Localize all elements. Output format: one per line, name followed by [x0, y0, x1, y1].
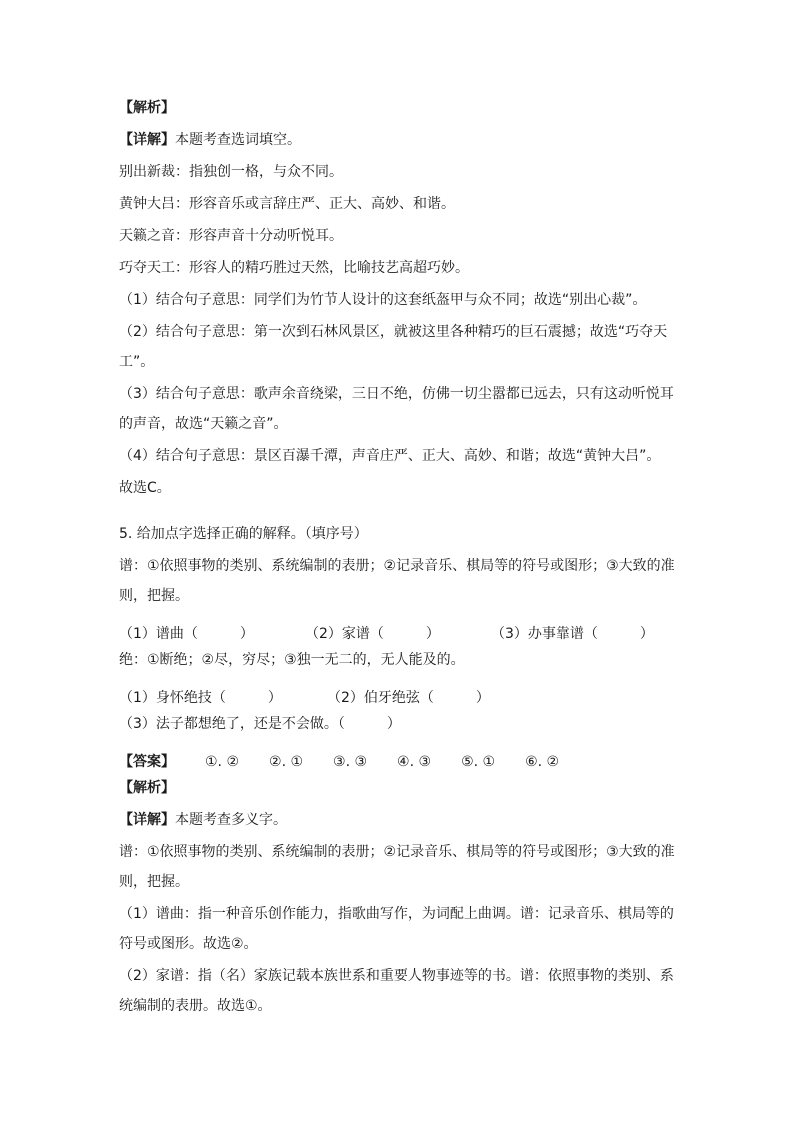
analysis-heading: 【解析】	[119, 780, 175, 796]
analysis-heading: 【解析】	[119, 100, 175, 116]
detail-label: 【详解】	[119, 812, 175, 828]
blank-item: （3）办事靠谱（ ）	[491, 626, 654, 642]
blank-item: （1）谱曲（ ）	[119, 626, 254, 642]
answer-item: ⑤. ①	[461, 754, 496, 770]
section-gap	[119, 510, 679, 524]
explanation-item-2-cont: 工”。	[119, 354, 155, 370]
pu-definition-cont: 则，把握。	[119, 874, 189, 890]
explanation-item-1: （1）结合句子意思：同学们为竹节人设计的这套纸盔甲与众不同；故选“别出心裁”。	[119, 292, 647, 308]
explanation-item-2-cont: 统编制的表册。故选①。	[119, 998, 272, 1014]
explanation-item-3-cont: 的声音，故选“天籁之音”。	[119, 416, 288, 432]
pu-blanks-row	[119, 618, 679, 650]
conclusion-line: 故选C。	[119, 480, 171, 496]
jue-blanks-row	[119, 682, 679, 714]
document-page	[119, 98, 679, 1028]
question-title: 5. 给加点字选择正确的解释。（填序号）	[119, 526, 368, 542]
blank-item: （1）身怀绝技（ ）	[119, 690, 282, 706]
definition-line: 巧夺天工：形容人的精巧胜过天然，比喻技艺高超巧妙。	[119, 260, 469, 276]
answer-row	[119, 746, 679, 778]
answer-item: ②. ①	[269, 754, 304, 770]
answer-item: ①. ②	[205, 754, 240, 770]
detail-text: 本题考查多义字。	[175, 812, 287, 828]
detail-text: 本题考查选词填空。	[175, 132, 301, 148]
answer-item: ⑥. ②	[525, 754, 560, 770]
explanation-item-1-cont: 符号或图形。故选②。	[119, 936, 258, 952]
definition-line: 别出新裁：指独创一格，与众不同。	[119, 164, 343, 180]
explanation-item-1: （1）谱曲：指一种音乐创作能力，指歌曲写作，为词配上曲调。谱：记录音乐、棋局等的	[119, 906, 674, 922]
definition-line: 黄钟大吕：形容音乐或言辞庄严、正大、高妙、和谐。	[119, 196, 455, 212]
answer-label: 【答案】	[119, 754, 175, 770]
explanation-item-2: （2）家谱：指（名）家族记载本族世系和重要人物事迹等的书。谱：依照事物的类别、系	[119, 968, 674, 984]
pu-definition-cont: 则，把握。	[119, 588, 189, 604]
answer-item: ④. ③	[397, 754, 432, 770]
detail-label: 【详解】	[119, 132, 175, 148]
detail-line	[119, 810, 679, 842]
jue-definition: 绝：①断绝；②尽，穷尽；③独一无二的，无人能及的。	[119, 652, 465, 668]
detail-line	[119, 130, 679, 162]
explanation-item-4: （4）结合句子意思：景区百瀑千潭，声音庄严、正大、高妙、和谐；故选“黄钟大吕”。	[119, 448, 661, 464]
blank-item: （2）家谱（ ）	[305, 626, 440, 642]
definition-line: 天籁之音：形容声音十分动听悦耳。	[119, 228, 343, 244]
pu-definition: 谱：①依照事物的类别、系统编制的表册；②记录音乐、棋局等的符号或图形；③大致的准	[119, 844, 675, 860]
explanation-item-3: （3）结合句子意思：歌声余音绕梁，三日不绝，仿佛一切尘嚣都已远去，只有这动听悦耳	[119, 386, 674, 402]
explanation-item-2: （2）结合句子意思：第一次到石林风景区，就被这里各种精巧的巨石震撼；故选“巧夺天	[119, 324, 668, 340]
blank-item: （2）伯牙绝弦（ ）	[327, 690, 490, 706]
pu-definition: 谱：①依照事物的类别、系统编制的表册；②记录音乐、棋局等的符号或图形；③大致的准	[119, 558, 675, 574]
answer-item: ③. ③	[333, 754, 368, 770]
jue-blank-3: （3）法子都想绝了，还是不会做。（ ）	[119, 716, 401, 732]
